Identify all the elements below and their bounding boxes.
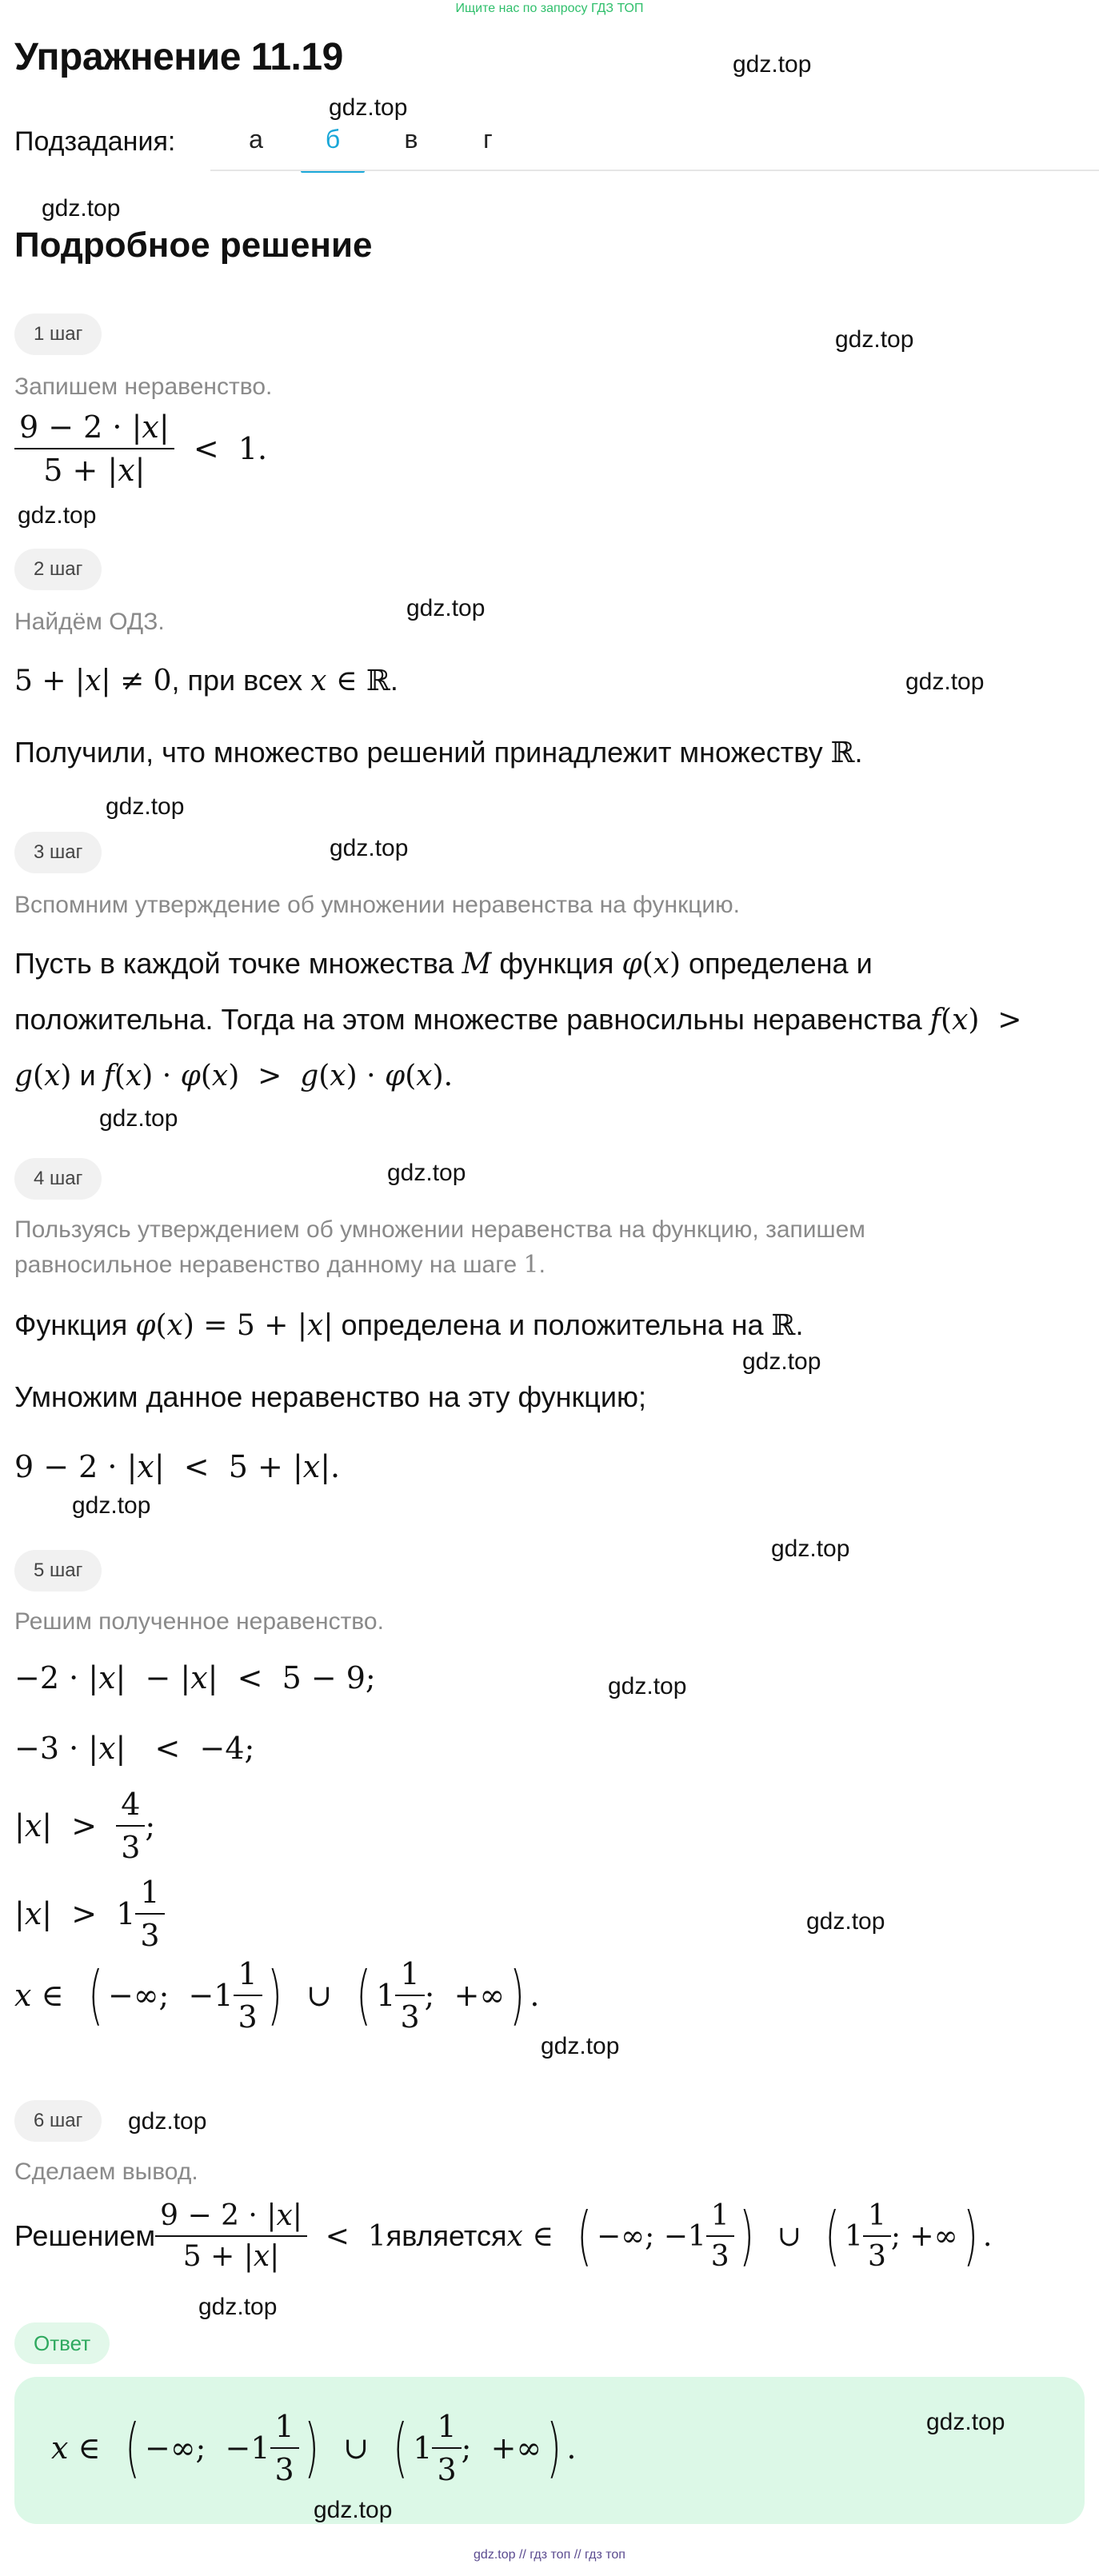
step-5-badge: 5 шаг: [14, 1550, 102, 1592]
watermark: gdz.top: [198, 2294, 278, 2320]
step-4-multiply: Умножим данное неравенство на эту функцию;: [14, 1380, 647, 1413]
watermark: gdz.top: [42, 195, 121, 222]
step-1-inequality: $\frac{9 - 2 \cdot |x|}{5 + |x|}$ < 1.: [14, 409, 267, 488]
step-3-hint: Вспомним утверждение об умножении неравенства на функцию.: [14, 892, 740, 918]
step-5-line-3: | x | > $\frac{4}{3}$ ;: [14, 1787, 156, 1865]
subtasks-bar: [14, 94, 1099, 173]
answer-value: x ∈ ( −∞; −1 $\frac{1}{3}$ ) ∪ ( 1 $\frac{1}{3}$ ; +∞ ) .: [51, 2409, 577, 2487]
watermark: gdz.top: [329, 94, 408, 121]
watermark: gdz.top: [314, 2497, 393, 2523]
step-3-statement-line-1: Пусть в каждой точке множества M функция φ(x) определена и: [14, 947, 873, 980]
promo-text: Ищите нас по запросу ГДЗ ТОП: [455, 2, 644, 15]
step-1-badge: 1 шаг: [14, 314, 102, 355]
step-5-hint: Решим полученное неравенство.: [14, 1608, 384, 1635]
answer-box: [14, 2377, 1085, 2524]
step-5-line-1: −2 · |x| − |x| < 5 − 9;: [14, 1660, 376, 1695]
step-1-hint: Запишем неравенство.: [14, 373, 273, 400]
watermark: gdz.top: [128, 2108, 207, 2135]
step-4-hint-line-1: Пользуясь утверждением об умножении неравенства на функцию, запишем: [14, 1216, 865, 1243]
step-5-line-4: | x | > 1 $\frac{1}{3}$: [14, 1875, 165, 1953]
subtasks-label: Подзадания:: [14, 126, 176, 157]
watermark: gdz.top: [835, 326, 914, 353]
step-2-conclusion: Получили, что множество решений принадлежит множеству ℝ.: [14, 736, 863, 769]
footer-links[interactable]: gdz.top // гдз топ // гдз топ: [474, 2548, 625, 2562]
watermark: gdz.top: [541, 2033, 620, 2059]
section-title: Подробное решение: [14, 226, 373, 265]
step-5-line-2: −3 · |x| < −4;: [14, 1731, 255, 1766]
step-4-badge: 4 шаг: [14, 1158, 102, 1200]
step-2-hint: Найдём ОДЗ.: [14, 609, 165, 635]
watermark: gdz.top: [99, 1105, 178, 1132]
watermark: gdz.top: [742, 1348, 821, 1375]
answer-badge: Ответ: [14, 2322, 110, 2364]
tab-subtask-v[interactable]: в: [404, 125, 418, 154]
step-6-hint: Сделаем вывод.: [14, 2159, 198, 2185]
watermark: gdz.top: [926, 2409, 1005, 2435]
watermark: gdz.top: [72, 1492, 151, 1519]
watermark: gdz.top: [733, 51, 812, 78]
step-5-line-5: x ∈ ( −∞; −1 $\frac{1}{3}$ ) ∪ ( 1 $\frac{1}{3}$ ; +∞ ) .: [14, 1956, 540, 2035]
tabs-divider: [210, 170, 1099, 171]
step-2-odz: 5 + |x| ≠ 0, при всех x ∈ ℝ.: [14, 664, 398, 697]
step-3-badge: 3 шаг: [14, 832, 102, 873]
watermark: gdz.top: [18, 502, 97, 529]
tab-subtask-b[interactable]: б: [301, 125, 365, 154]
step-2-badge: 2 шаг: [14, 549, 102, 590]
watermark: gdz.top: [406, 595, 486, 621]
step-6-conclusion: Решением $\frac{9 - 2 \cdot |x|}{5 + |x|}$ < 1 является x ∈ ( −∞; −1 $\frac{1}{3}$ ) ∪ ( 1 $\frac{1}{3}$ ; +∞ ) .: [14, 2199, 993, 2273]
step-4-result: 9 − 2 · |x| < 5 + |x|.: [14, 1449, 341, 1484]
watermark: gdz.top: [106, 793, 185, 820]
watermark: gdz.top: [771, 1536, 850, 1562]
tab-subtask-g[interactable]: г: [483, 125, 493, 154]
watermark: gdz.top: [330, 835, 409, 861]
watermark: gdz.top: [806, 1908, 885, 1935]
step-4-function: Функция φ(x) = 5 + |x| определена и положительна на ℝ.: [14, 1308, 804, 1342]
step-4-hint-line-2: равносильное неравенство данному на шаге 1.: [14, 1251, 546, 1279]
step-6-badge: 6 шаг: [14, 2100, 102, 2142]
step-3-statement-line-3: g(x) и f(x) · φ(x) > g(x) · φ(x).: [14, 1059, 454, 1092]
tab-subtask-a[interactable]: а: [249, 125, 263, 154]
watermark: gdz.top: [387, 1160, 466, 1186]
watermark: gdz.top: [905, 669, 985, 695]
step-3-statement-line-2: положительна. Тогда на этом множестве равносильны неравенства f(x) >: [14, 1003, 1022, 1036]
page-title: Упражнение 11.19: [14, 36, 343, 78]
watermark: gdz.top: [608, 1673, 687, 1699]
